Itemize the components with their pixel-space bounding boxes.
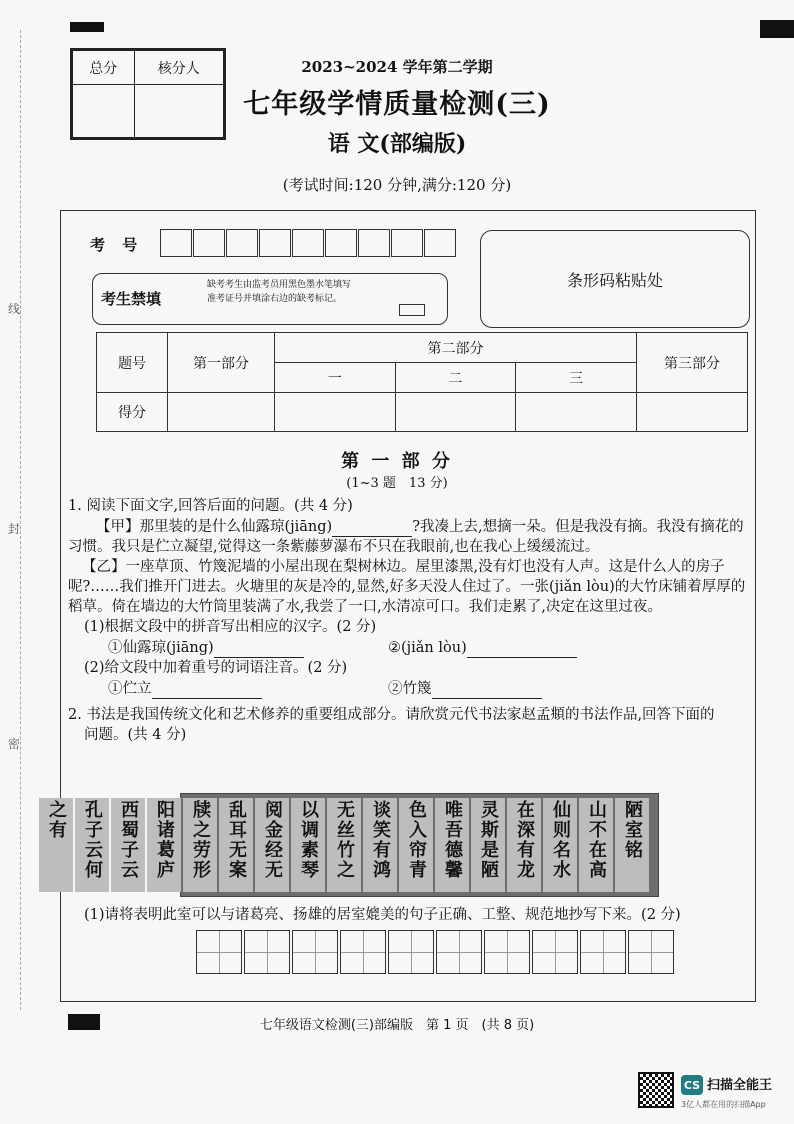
- school-year: 2023~2024 学年第二学期: [301, 58, 493, 76]
- calligraphy-column: 阅金经无: [255, 798, 289, 892]
- q2-sub1: (1)请将表明此室可以与诸葛亮、扬雄的居室媲美的句子正确、工整、规范地抄写下来。(2 分): [84, 907, 681, 923]
- q1-passage-a-end: ?我凑上去,想摘一朵。但是我没有摘。我没有摘花的习惯。我只是伫立凝望,觉得这一条紫藤萝瀑布不只在我眼前,也在我心上缓缓流过。: [68, 519, 744, 555]
- scanner-tagline: 3亿人都在用的扫描App: [681, 1100, 766, 1109]
- writing-cell[interactable]: [340, 930, 386, 974]
- absent-label: 考生禁填: [101, 290, 162, 308]
- q1-sub1-answers: [68, 637, 758, 658]
- q1-sub1: (1)根据文段中的拼音写出相应的汉字。(2 分): [84, 619, 377, 635]
- q2-stem-1: 2. 书法是我国传统文化和艺术修养的重要组成部分。请欣赏元代书法家赵孟頫的书法作品,回答下面的: [68, 707, 715, 723]
- part1-subtitle: (1~3 题 13 分): [346, 476, 448, 491]
- score-cell[interactable]: [395, 393, 516, 432]
- writing-cell[interactable]: [628, 930, 674, 974]
- exam-id-boxes[interactable]: [160, 229, 457, 257]
- calligraphy-column: 乱耳无案: [219, 798, 253, 892]
- q1-sub1-b-blank[interactable]: [467, 637, 577, 658]
- question-number-header: 题号: [97, 333, 168, 393]
- score-cell[interactable]: [168, 393, 275, 432]
- writing-cell[interactable]: [292, 930, 338, 974]
- calligraphy-column: 色入帘青: [399, 798, 433, 892]
- part1-title: 第 一 部 分: [341, 451, 453, 472]
- q1-stem: 1. 阅读下面文字,回答后面的问题。(共 4 分): [68, 498, 353, 514]
- writing-cell[interactable]: [244, 930, 290, 974]
- calligraphy-column: 以调素琴: [291, 798, 325, 892]
- calligraphy-column: 灵斯是陋: [471, 798, 505, 892]
- calligraphy-image: [46, 793, 659, 897]
- absent-panel: [92, 273, 448, 325]
- exam-id-digit[interactable]: [358, 229, 390, 257]
- part2-header: 第二部分: [275, 333, 637, 363]
- side-label-line: 线: [8, 302, 21, 316]
- writing-cell[interactable]: [532, 930, 578, 974]
- exam-id-digit[interactable]: [160, 229, 192, 257]
- q1-sub1-b: ②(jiǎn lòu): [388, 640, 467, 656]
- calligraphy-column: 阳诸葛庐: [147, 798, 181, 892]
- exam-time-info: (考试时间:120 分钟,满分:120 分): [282, 176, 512, 194]
- calligraphy-column: 牍之劳形: [183, 798, 217, 892]
- score-cell[interactable]: [637, 393, 748, 432]
- writing-cell[interactable]: [388, 930, 434, 974]
- registration-mark-top-left: [70, 22, 104, 32]
- q1-sub1-a-blank[interactable]: [214, 637, 304, 658]
- calligraphy-column: 山不在高: [579, 798, 613, 892]
- q1-passage-a: [68, 516, 758, 557]
- calligraphy-column: 孔子云何: [75, 798, 109, 892]
- exam-id-label: 考 号: [90, 236, 144, 254]
- barcode-area: [480, 230, 750, 328]
- calligraphy-column: 陋室铭: [615, 798, 649, 892]
- q1-sub2-a-blank[interactable]: [152, 678, 262, 699]
- calligraphy-columns: [46, 794, 658, 896]
- scanner-app-name: 扫描全能王: [707, 1078, 773, 1093]
- exam-title: 七年级学情质量检测(三): [243, 89, 551, 120]
- writing-cell[interactable]: [484, 930, 530, 974]
- exam-id-digit[interactable]: [391, 229, 423, 257]
- writing-cell[interactable]: [436, 930, 482, 974]
- total-score-header: 总分: [73, 51, 135, 85]
- side-label-secret: 密: [8, 737, 21, 751]
- question-1: [68, 496, 758, 745]
- score-table: [96, 332, 748, 432]
- q1-sub2-a: ①伫立: [108, 681, 152, 697]
- absent-note: 缺考考生由监考员用黑色墨水笔填写准考证号并填涂右边的缺考标记。: [207, 280, 352, 304]
- calligraphy-column: 无丝竹之: [327, 798, 361, 892]
- exam-id-digit[interactable]: [325, 229, 357, 257]
- barcode-label: 条形码粘贴处: [566, 270, 663, 290]
- q1-sub1-a: ①仙露琼(jiāng): [108, 640, 214, 656]
- part2-sub3: 三: [516, 363, 637, 393]
- q1-passage-b: 【乙】一座草顶、竹篾泥墙的小屋出现在梨树林边。屋里漆黑,没有灯也没有人声。这是什么人的房子呢?……我们推开门进去。火塘里的灰是冷的,显然,好多天没人住过了。一张(jiǎn lòu)的大竹床铺着厚厚的稻草。倚在墙边的大竹筒里装满了水,我尝了一口,水清凉可口。我们走累了,决定在这里过夜。: [68, 559, 746, 615]
- part1-header: 第一部分: [168, 333, 275, 393]
- score-cell[interactable]: [516, 393, 637, 432]
- calligraphy-column: 西蜀子云: [111, 798, 145, 892]
- part2-sub1: 一: [275, 363, 396, 393]
- writing-cell[interactable]: [580, 930, 626, 974]
- exam-id-digit[interactable]: [193, 229, 225, 257]
- q1-sub2-b-blank[interactable]: [432, 678, 542, 699]
- writing-grid[interactable]: [196, 930, 676, 974]
- absent-mark-box[interactable]: [399, 304, 425, 316]
- exam-id-digit[interactable]: [424, 229, 456, 257]
- calligraphy-column: 仙则名水: [543, 798, 577, 892]
- calligraphy-column: 在深有龙: [507, 798, 541, 892]
- q2-stem-2: 问题。(共 4 分): [84, 727, 187, 743]
- writing-cell[interactable]: [196, 930, 242, 974]
- calligraphy-column: 之有: [39, 798, 73, 892]
- exam-id-digit[interactable]: [292, 229, 324, 257]
- qr-code-icon: [638, 1072, 674, 1108]
- registration-mark-top-right: [760, 20, 794, 38]
- q1-blank-1[interactable]: [332, 516, 412, 537]
- scanner-logo-icon: CS: [681, 1075, 703, 1095]
- calligraphy-column: 唯吾德馨: [435, 798, 469, 892]
- part2-sub2: 二: [395, 363, 516, 393]
- score-row-label: 得分: [97, 393, 168, 432]
- calligraphy-column: 谈笑有鸿: [363, 798, 397, 892]
- q1-sub2: (2)给文段中加着重号的词语注音。(2 分): [84, 660, 348, 676]
- part3-header: 第三部分: [637, 333, 748, 393]
- checker-header: 核分人: [134, 51, 223, 85]
- side-label-seal: 封: [8, 522, 21, 536]
- q1-sub2-answers: [68, 678, 758, 699]
- exam-id-digit[interactable]: [259, 229, 291, 257]
- page-footer: 七年级语文检测(三)部编版 第 1 页 (共 8 页): [259, 1018, 535, 1033]
- exam-subject: 语 文(部编版): [327, 131, 467, 157]
- q1-sub2-b: ②竹篾: [388, 681, 432, 697]
- score-cell[interactable]: [275, 393, 396, 432]
- exam-id-digit[interactable]: [226, 229, 258, 257]
- q1-passage-a-start: 【甲】那里装的是什么仙露琼(jiāng): [96, 519, 333, 535]
